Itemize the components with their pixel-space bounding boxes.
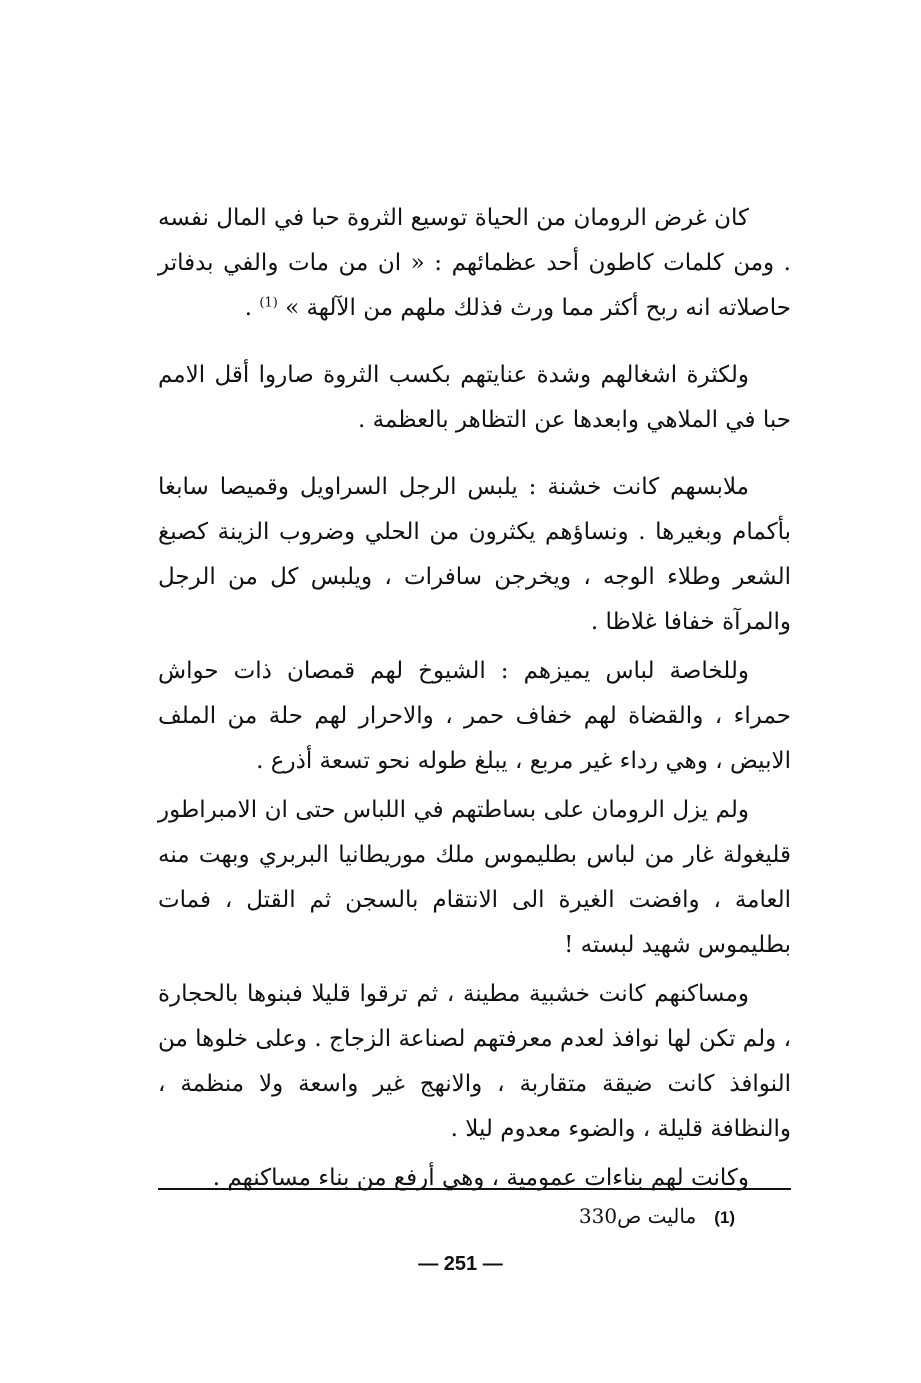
paragraph-6: ومساكنهم كانت خشبية مطينة ، ثم ترقوا قليلا فبنوها بالحجارة ، ولم تكن لها نوافذ لعدم معرفتهم لصناعة الزجاج . وعلى خلوها من النوافذ كانت ضيقة متقاربة ، والانهج غير واسعة ولا منظمة ، والنظافة قليلة ، والضوء معدوم ليلا . (158, 981, 791, 1142)
footnote-reference: (1) (259, 295, 278, 311)
footnote (579, 1202, 735, 1232)
footnote-number: (1) (714, 1208, 735, 1227)
paragraph-7: وكانت لهم بناءات عمومية ، وهي أرفع من بناء مساكنهم . (212, 1165, 749, 1191)
paragraph-1 (158, 196, 791, 331)
page-number: — 251 — (418, 1253, 503, 1275)
paragraph-3: ملابسهم كانت خشنة : يلبس الرجل السراويل وقميصا سابغا بأكمام وبغيرها . ونساؤهم يكثرون من الحلي وضروب الزينة كصبغ الشعر وطلاء الوجه ، ويخرجن سافرات ، ويلبس كل من الرجل والمرآة خفافا غلاظا . (158, 474, 791, 635)
paragraph-1-end: . (244, 295, 260, 321)
paragraph-5: ولم يزل الرومان على بساطتهم في اللباس حتى ان الامبراطور قليغولة غار من لباس بطليموس ملك موريطانيا البربري وبهت منه العامة ، وافضت الغيرة الى الانتقام بالسجن ثم القتل ، فمات بطليموس شهيد لبسته ! (158, 797, 791, 958)
body-text (158, 196, 791, 1201)
paragraph-2: ولكثرة اشغالهم وشدة عنايتهم بكسب الثروة صاروا أقل الامم حبا في الملاهي وابعدها عن التظاهر بالعظمة . (158, 362, 791, 433)
paragraph-4: وللخاصة لباس يميزهم : الشيوخ لهم قمصان ذات حواش حمراء ، والقضاة لهم خفاف حمر ، والاحرار لهم حلة من الملف الابيض ، وهي رداء غير مربع ، يبلغ طوله نحو تسعة أذرع . (158, 658, 791, 774)
footnote-text: ماليت ص330 (578, 1204, 697, 1228)
footnote-divider (158, 1188, 791, 1190)
paragraph-1-text: كان غرض الرومان من الحياة توسيع الثروة حبا في المال نفسه . ومن كلمات كاطون أحد عظمائهم : « ان من مات والفي بدفاتر حاصلاته انه ربح أكثر مما ورث فذلك ملهم من الآلهة » (158, 205, 791, 321)
